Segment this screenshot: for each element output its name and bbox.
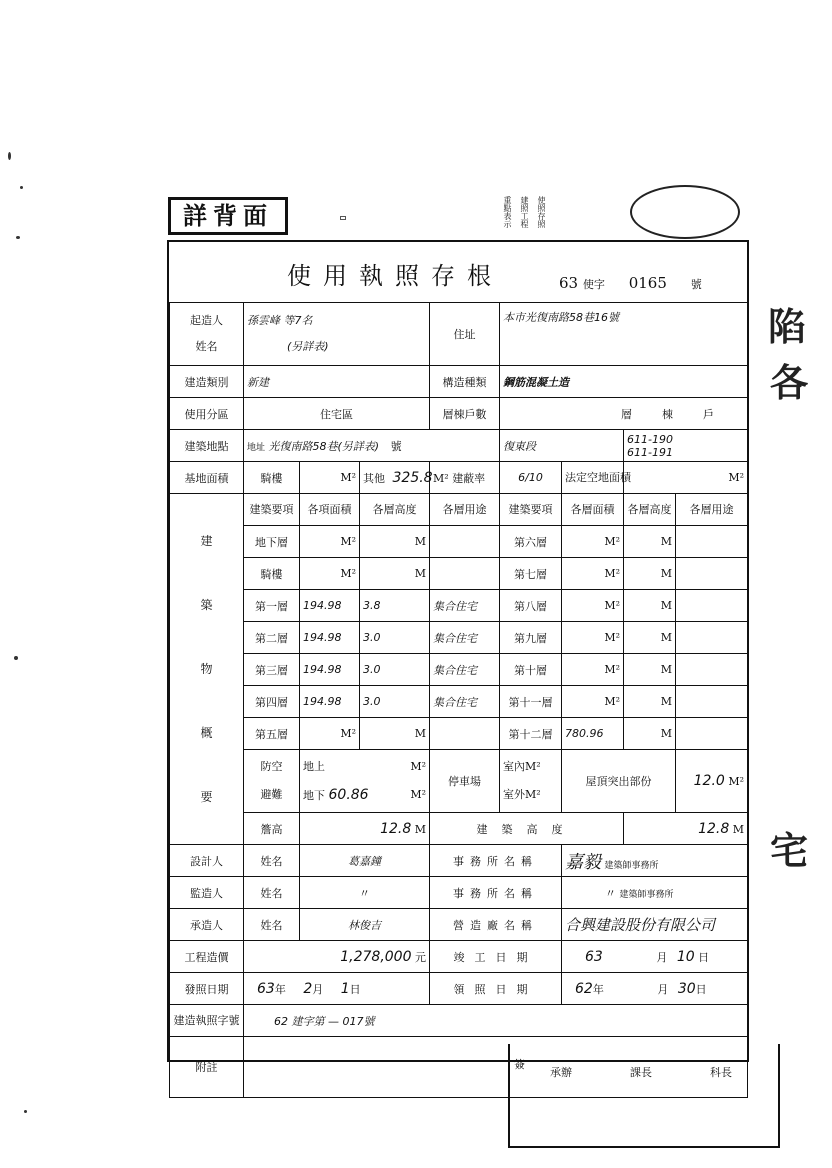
completion-year: 63 <box>585 948 603 965</box>
completion-day: 10 <box>676 948 695 965</box>
issue-day: 1 <box>340 980 350 997</box>
eave-unit: M <box>414 822 426 836</box>
floor-area-unit-right: M² <box>562 526 624 558</box>
coverage-label: 建蔽率 <box>452 471 486 485</box>
shelter-row <box>170 750 748 813</box>
col-head-use-right: 各層用途 <box>676 494 748 526</box>
floor-height-unit-right: M <box>624 686 676 718</box>
supervisor-office: 〃 <box>605 886 616 900</box>
receipt-year-unit: 年 <box>592 982 604 996</box>
floor-height-unit-right: M <box>624 718 676 750</box>
shelter-below-label: 地下 <box>303 788 325 802</box>
scan-speck <box>24 1110 27 1113</box>
floor-name-right: 第八層 <box>500 590 562 622</box>
parking-values <box>500 750 562 813</box>
floor-use-right <box>676 558 748 590</box>
cost-value: 1,278,000 <box>340 948 412 965</box>
building-height-cell <box>624 813 748 845</box>
site-address-value: 光復南路58巷(另詳表) <box>268 439 380 453</box>
site-section: 復東段 <box>500 430 624 462</box>
floor-row <box>170 590 748 622</box>
building-side-label <box>170 494 244 845</box>
form-title-bar <box>169 242 747 302</box>
floor-name: 地下層 <box>244 526 300 558</box>
parking-indoor: 室內M² <box>503 760 541 773</box>
permit-suffix: 號 <box>690 278 702 291</box>
contractor-label: 承造人 <box>170 909 244 941</box>
floor-row <box>170 526 748 558</box>
designer-office: 嘉毅 <box>565 851 601 873</box>
eave-value-cell <box>300 813 430 845</box>
shelter-below <box>303 781 426 810</box>
cost-row <box>170 941 748 973</box>
floor-name-right: 第九層 <box>500 622 562 654</box>
supervisor-name-label: 姓名 <box>244 877 300 909</box>
supervisor-office-suffix: 建築師事務所 <box>619 889 674 900</box>
floor-height-unit-right: M <box>624 590 676 622</box>
builder-label <box>170 303 244 366</box>
floor-use-right <box>676 622 748 654</box>
floor-area: 194.98 <box>300 590 360 622</box>
issue-month-unit: 月 <box>312 982 324 996</box>
issue-day-unit: 日 <box>349 982 361 996</box>
building-side-char: 概 <box>200 726 213 740</box>
floor-name: 第一層 <box>244 590 300 622</box>
cost-cell <box>244 941 430 973</box>
building-side-char: 要 <box>200 790 213 804</box>
base-area-row <box>170 462 748 494</box>
remark-label: 附註 <box>170 1037 244 1098</box>
vertical-notice-2: 建照工程 <box>520 196 529 228</box>
builder-row <box>170 303 748 366</box>
permit-year: 63 <box>559 274 579 292</box>
side-char-3: 宅 <box>770 828 809 873</box>
site-lot-numbers <box>624 430 748 462</box>
floor-use-right <box>676 590 748 622</box>
build-permit-row <box>170 1005 748 1037</box>
completion-label: 竣工日期 <box>430 941 562 973</box>
building-side-char: 建 <box>200 534 213 548</box>
floor-use-right <box>676 526 748 558</box>
issue-year-unit: 年 <box>274 982 286 996</box>
base-area-label: 基地面積 <box>170 462 244 494</box>
floor-height-unit: M <box>360 718 430 750</box>
completion-day-unit: 日 <box>698 950 710 964</box>
build-permit-value: 62 建字第 — 017號 <box>244 1005 748 1037</box>
category-row <box>170 366 748 398</box>
floor-use: 集合住宅 <box>430 622 500 654</box>
receipt-month-unit: 月 <box>657 982 669 996</box>
floor-area-unit-right: M² <box>562 654 624 686</box>
scan-speck <box>16 236 20 239</box>
eave-label: 簷高 <box>244 813 300 845</box>
cost-unit: 元 <box>415 950 426 964</box>
designer-office-cell <box>562 845 748 877</box>
shelter-below-unit: M² <box>410 787 426 801</box>
site-address-prefix: 地址 <box>247 442 266 453</box>
site-row <box>170 430 748 462</box>
side-char-2: 各 <box>770 360 809 405</box>
signature-stamp <box>508 1044 780 1148</box>
floor-area-unit-right: M² <box>562 590 624 622</box>
coverage-cell <box>430 462 500 494</box>
total-area: 780.96 <box>562 718 624 750</box>
side-char-1: 陷 <box>768 304 807 349</box>
col-head-height: 各層高度 <box>360 494 430 526</box>
coverage-value: 6/10 <box>500 462 562 494</box>
parking-label: 停車場 <box>430 750 500 813</box>
col-head-area-right: 各層面積 <box>562 494 624 526</box>
site-address <box>244 430 500 462</box>
supervisor-office-label: 事務所名稱 <box>430 877 562 909</box>
arcade-unit: M² <box>300 462 360 494</box>
floor-area-unit: M² <box>300 558 360 590</box>
signature-stamp-label: 簽 <box>514 1058 525 1071</box>
floor-use: 集合住宅 <box>430 686 500 718</box>
floors-value <box>500 398 748 430</box>
building-height-label: 建築高度 <box>430 813 624 845</box>
other-label: 其他 <box>363 471 385 485</box>
floor-row <box>170 686 748 718</box>
floor-use: 集合住宅 <box>430 590 500 622</box>
scan-speck <box>8 152 11 160</box>
col-head-item: 建築要項 <box>244 494 300 526</box>
firm-label: 營造廠名稱 <box>430 909 562 941</box>
site-lot-1: 611-190 <box>627 432 673 446</box>
floor-area-unit-right: M² <box>562 686 624 718</box>
floor-name: 騎樓 <box>244 558 300 590</box>
shelter-values <box>300 750 430 813</box>
floors-unit-layer: 層 <box>621 407 662 421</box>
other-value: 325.8 <box>392 469 433 486</box>
round-seal <box>630 185 740 239</box>
floor-area: 194.98 <box>300 654 360 686</box>
receipt-cell <box>562 973 748 1005</box>
completion-month-unit: 月 <box>656 950 668 964</box>
issue-row <box>170 973 748 1005</box>
col-head-height-right: 各層高度 <box>624 494 676 526</box>
eave-value: 12.8 <box>380 820 412 837</box>
vertical-notice-3: 使照存照 <box>537 196 546 228</box>
receipt-day-unit: 日 <box>695 982 707 996</box>
permit-prefix: 使字 <box>582 278 605 291</box>
shelter-above-label: 地上 <box>303 759 325 773</box>
roof-unit: M² <box>728 775 744 788</box>
floor-row <box>170 718 748 750</box>
small-note <box>340 216 346 220</box>
builder-label-1: 起造人 <box>190 314 223 327</box>
shelter-label-2: 避難 <box>260 788 283 801</box>
floor-name-right: 第七層 <box>500 558 562 590</box>
signature-role: 承辦 <box>550 1066 572 1079</box>
issue-year: 63 <box>257 980 275 997</box>
floor-height-unit-right: M <box>624 654 676 686</box>
structure-value: 鋼筋混凝土造 <box>500 366 748 398</box>
floor-height-unit-right: M <box>624 526 676 558</box>
floor-area-unit: M² <box>300 526 360 558</box>
floor-height: 3.0 <box>360 654 430 686</box>
col-head-use: 各層用途 <box>430 494 500 526</box>
other-unit: M² <box>433 471 449 485</box>
zone-label: 使用分區 <box>170 398 244 430</box>
floor-height: 3.8 <box>360 590 430 622</box>
permit-table <box>169 302 748 1098</box>
detail-back-stamp: 詳背面 <box>168 197 288 235</box>
floor-height-unit-right: M <box>624 558 676 590</box>
builder-label-2: 姓名 <box>195 340 218 353</box>
form-title: 使用執照存根 <box>287 262 503 290</box>
category-label: 建造類別 <box>170 366 244 398</box>
floor-row <box>170 654 748 686</box>
builder-value <box>244 303 430 366</box>
building-side-char: 築 <box>200 598 213 612</box>
contractor-firm: 合興建設股份有限公司 <box>562 909 748 941</box>
floor-row <box>170 622 748 654</box>
site-number-label: 號 <box>390 439 402 453</box>
site-label: 建築地點 <box>170 430 244 462</box>
shelter-above <box>303 753 426 781</box>
permit-serial: 0165 <box>628 274 667 292</box>
address-label: 住址 <box>430 303 500 366</box>
building-height-unit: M <box>732 822 744 836</box>
address-value: 本市光復南路58巷16號 <box>500 303 748 366</box>
floor-name: 第四層 <box>244 686 300 718</box>
contractor-row <box>170 909 748 941</box>
col-head-item-right: 建築要項 <box>500 494 562 526</box>
building-header-row <box>170 494 748 526</box>
receipt-label: 領照日期 <box>430 973 562 1005</box>
floor-use <box>430 558 500 590</box>
permit-number <box>559 274 702 292</box>
scan-speck <box>14 656 18 660</box>
legal-open-label: 法定空地面積 <box>562 462 624 494</box>
floor-height-unit: M <box>360 558 430 590</box>
floor-name: 第三層 <box>244 654 300 686</box>
floor-height-unit: M <box>360 526 430 558</box>
floors-unit-building: 棟 <box>662 407 703 421</box>
roof-value-cell <box>676 750 748 813</box>
col-head-area: 各項面積 <box>300 494 360 526</box>
site-lot-2: 611-191 <box>627 445 673 459</box>
floor-name: 第二層 <box>244 622 300 654</box>
designer-row <box>170 845 748 877</box>
vertical-notice-1: 重點表示 <box>503 196 512 228</box>
shelter-label <box>244 750 300 813</box>
floor-row <box>170 558 748 590</box>
floor-use <box>430 526 500 558</box>
zone-row <box>170 398 748 430</box>
floor-area-unit: M² <box>300 718 360 750</box>
designer-office-label: 事務所名稱 <box>430 845 562 877</box>
floor-height: 3.0 <box>360 686 430 718</box>
scan-speck <box>20 186 23 189</box>
floor-area-unit-right: M² <box>562 558 624 590</box>
designer-office-suffix: 建築師事務所 <box>604 860 659 871</box>
other-cell <box>360 462 433 494</box>
floors-label: 層棟戶數 <box>430 398 500 430</box>
shelter-above-unit: M² <box>410 759 426 773</box>
category-value: 新建 <box>244 366 430 398</box>
floor-use-right <box>676 718 748 750</box>
receipt-year: 62 <box>575 980 593 997</box>
floor-use <box>430 718 500 750</box>
floor-height-unit-right: M <box>624 622 676 654</box>
floor-name-right: 第十層 <box>500 654 562 686</box>
floor-area: 194.98 <box>300 622 360 654</box>
designer-name-label: 姓名 <box>244 845 300 877</box>
eave-row <box>170 813 748 845</box>
signature-role: 科長 <box>710 1066 732 1079</box>
signature-role: 課長 <box>630 1066 652 1079</box>
floor-use-right <box>676 654 748 686</box>
cost-label: 工程造價 <box>170 941 244 973</box>
floor-name: 第五層 <box>244 718 300 750</box>
floors-unit-household: 戶 <box>703 407 744 421</box>
roof-value: 12.0 <box>693 773 725 789</box>
issue-cell <box>244 973 430 1005</box>
builder-names: 孫雲峰 等7名 <box>247 314 313 327</box>
arcade-label: 騎樓 <box>244 462 300 494</box>
floor-area: 194.98 <box>300 686 360 718</box>
shelter-below-value: 60.86 <box>328 786 369 803</box>
completion-cell <box>562 941 748 973</box>
floor-name-right: 第六層 <box>500 526 562 558</box>
floor-height: 3.0 <box>360 622 430 654</box>
supervisor-office-cell <box>562 877 748 909</box>
contractor-name-label: 姓名 <box>244 909 300 941</box>
floor-name-right: 第十二層 <box>500 718 562 750</box>
legal-open-unit: M² <box>624 462 748 494</box>
builder-see-list: (另詳表) <box>287 340 329 353</box>
supervisor-name: 〃 <box>300 877 430 909</box>
issue-month: 2 <box>303 980 313 997</box>
structure-label: 構造種類 <box>430 366 500 398</box>
building-side-char: 物 <box>200 662 213 676</box>
floor-area-unit-right: M² <box>562 622 624 654</box>
shelter-label-1: 防空 <box>260 760 283 773</box>
zone-value: 住宅區 <box>244 398 430 430</box>
designer-label: 設計人 <box>170 845 244 877</box>
designer-name: 葛嘉鐘 <box>300 845 430 877</box>
parking-outdoor: 室外M² <box>503 788 541 801</box>
floor-name-right: 第十一層 <box>500 686 562 718</box>
floor-use-right <box>676 686 748 718</box>
roof-label: 屋頂突出部份 <box>562 750 676 813</box>
building-height-value: 12.8 <box>698 820 730 837</box>
supervisor-row <box>170 877 748 909</box>
issue-label: 發照日期 <box>170 973 244 1005</box>
supervisor-label: 監造人 <box>170 877 244 909</box>
floor-use: 集合住宅 <box>430 654 500 686</box>
build-permit-label: 建造執照字號 <box>170 1005 244 1037</box>
receipt-day: 30 <box>677 980 696 997</box>
contractor-name: 林俊吉 <box>300 909 430 941</box>
